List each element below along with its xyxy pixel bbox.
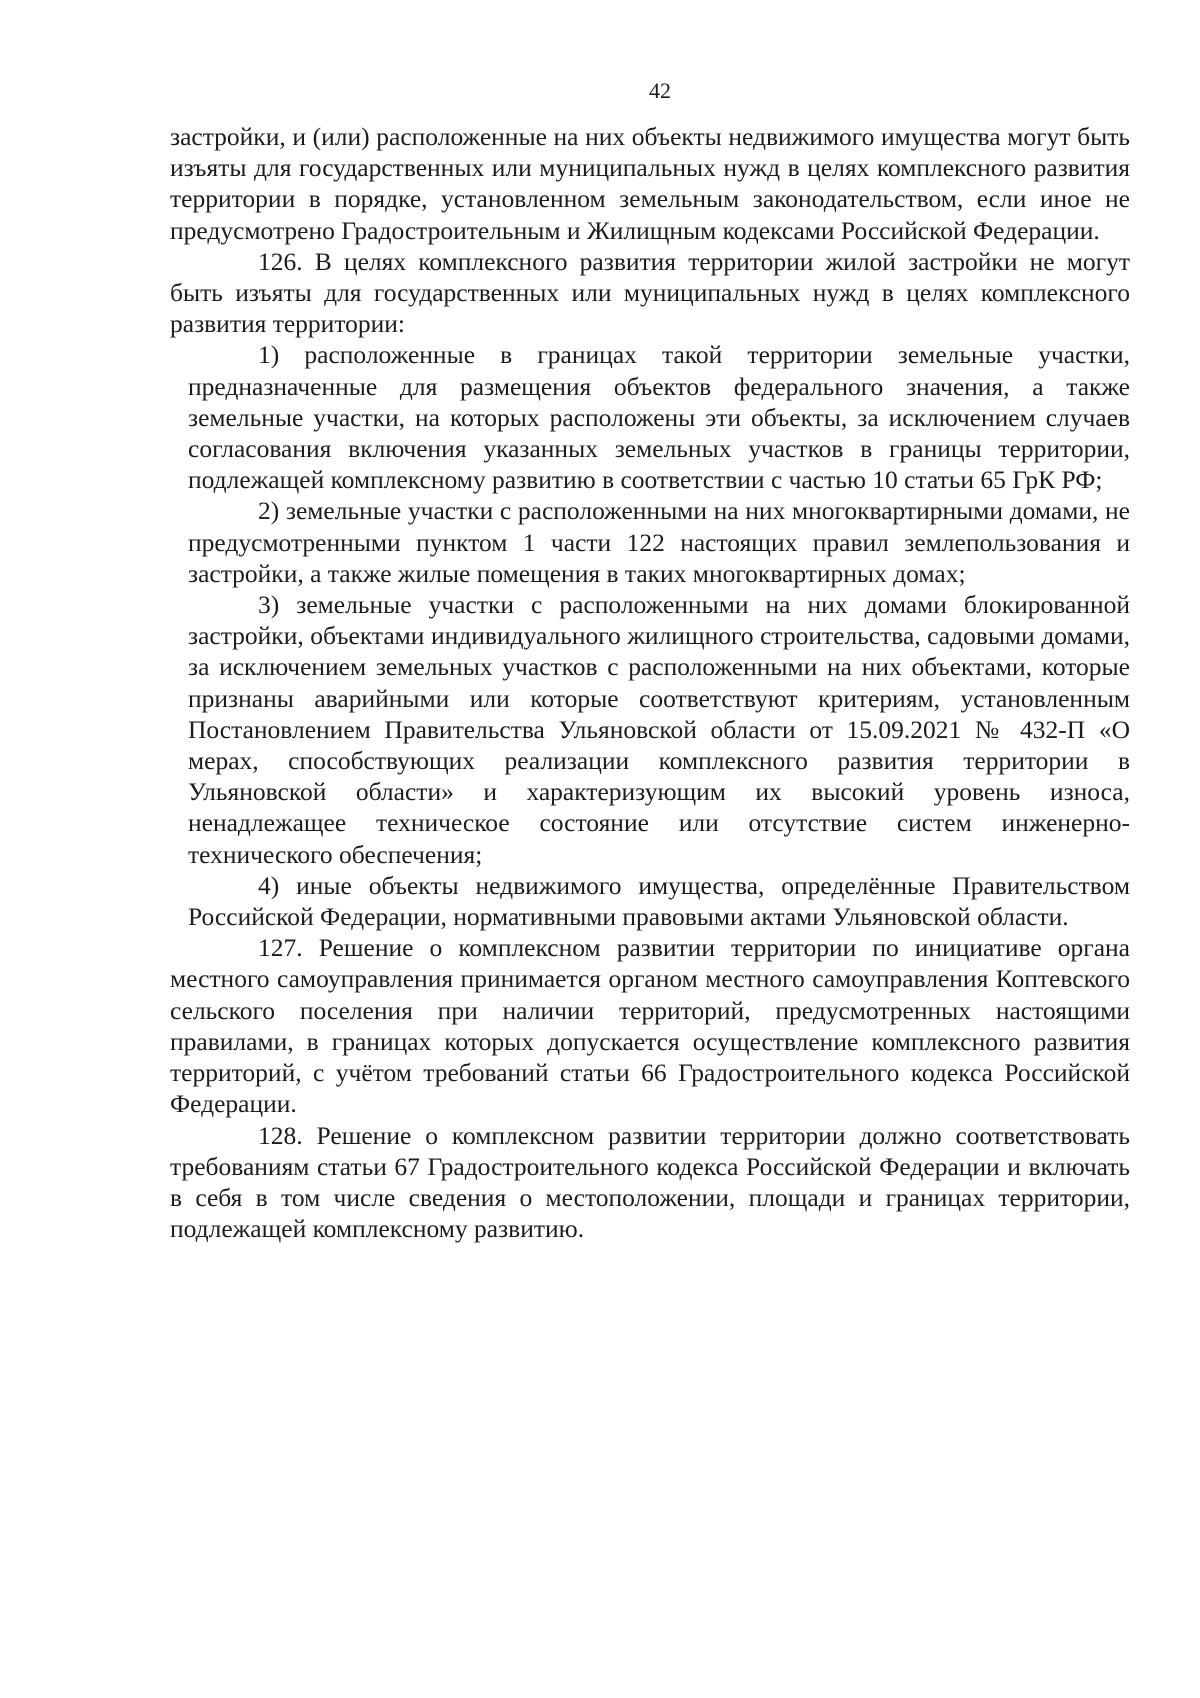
list-item-1: 1) расположенные в границах такой территории земельные участки, предназначенные для размещения объектов федерального значения, а также земельные участки, на которых расположены эти объекты, за исключением случаев согласования включения указанных земельных участков в границы территории, подлежащей комплексному развитию в соответствии с частью 10 статьи 65 ГрК РФ;	[188, 340, 1130, 495]
paragraph-127: 127. Решение о комплексном развитии территории по инициативе органа местного самоуправления принимается органом местного самоуправления Коптевского сельского поселения при наличии территорий, предусмотренных настоящими правилами, в границах которых допускается осуществление комплексного развития территорий, с учётом требований статьи 66 Градостроительного кодекса Российской Федерации.	[170, 933, 1130, 1119]
list-item-2: 2) земельные участки с расположенными на них многоквартирными домами, не предусмотренными пунктом 1 части 122 настоящих правил землепользования и застройки, а также жилые помещения в таких многоквартирных домах;	[188, 496, 1130, 588]
page-number: 42	[649, 78, 671, 103]
paragraph-126: 126. В целях комплексного развития территории жилой застройки не могут быть изъяты для государственных или муниципальных нужд в целях комплексного развития территории:	[170, 246, 1130, 339]
list-item-3: 3) земельные участки с расположенными на них домами блокированной застройки, объектами индивидуального жилищного строительства, садовыми домами, за исключением земельных участков с расположенными на них объектами, которые признаны аварийными или которые соответствуют критериям, установленным Постановлением Правительства Ульяновской области от 15.09.2021 № 432-П «О мерах, способствующих реализации комплексного развития территории в Ульяновской области» и характеризующим их высокий уровень износа, ненадлежащее техническое состояние или отсутствие систем инженерно-технического обеспечения;	[188, 590, 1130, 869]
document-body	[170, 121, 1130, 1244]
list-item-4: 4) иные объекты недвижимого имущества, определённые Правительством Российской Федерации, нормативными правовыми актами Ульяновской области.	[188, 870, 1130, 932]
exemption-list	[170, 339, 1130, 932]
paragraph-continuation: застройки, и (или) расположенные на них объекты недвижимого имущества могут быть изъяты для государственных или муниципальных нужд в целях комплексного развития территории в порядке, установленном земельным законодательством, если иное не предусмотрено Градостроительным и Жилищным кодексами Российской Федерации.	[170, 122, 1130, 245]
paragraph-128: 128. Решение о комплексном развитии территории должно соответствовать требованиям статьи 67 Градостроительного кодекса Российской Федерации и включать в себя в том числе сведения о местоположении, площади и границах территории, подлежащей комплексному развитию.	[170, 1120, 1130, 1244]
